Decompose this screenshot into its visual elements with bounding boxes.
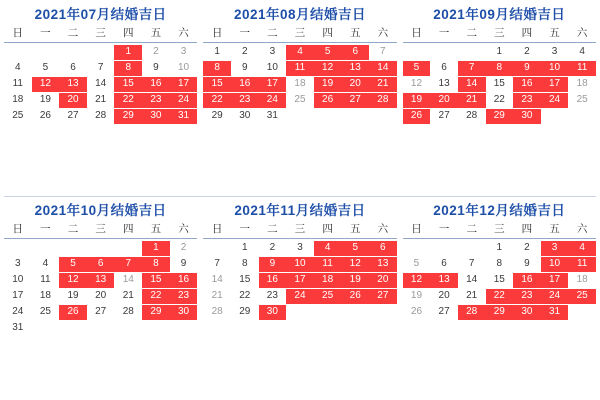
day-cell-lucky: 23: [142, 93, 170, 108]
day-cell-lucky: 6: [369, 241, 397, 256]
day-cell-lucky: 22: [203, 93, 231, 108]
weekday-header: [203, 222, 396, 239]
row-divider: [4, 196, 596, 197]
day-cell: 18: [12, 94, 24, 105]
day-cell-lucky: 22: [142, 289, 170, 304]
day-cell-lucky: 13: [87, 273, 115, 288]
day-cell-lucky: 27: [341, 93, 369, 108]
day-cell-lucky: 13: [369, 257, 397, 272]
day-cell: 28: [211, 306, 223, 317]
day-cell-lucky: 12: [59, 273, 87, 288]
weekday-label: 四: [123, 223, 134, 235]
weekday-label: 三: [95, 27, 106, 39]
day-cell: 7: [380, 46, 386, 57]
day-cell: 29: [211, 110, 223, 121]
day-cell-lucky: 30: [513, 109, 541, 124]
day-cell: 27: [95, 306, 107, 317]
day-cell-lucky: 16: [231, 77, 259, 92]
day-cell: 21: [211, 290, 223, 301]
month-title: 2021年12月结婚吉日: [433, 203, 566, 218]
weekday-label: 四: [322, 27, 333, 39]
day-cell-lucky: 23: [170, 289, 198, 304]
day-cell-lucky: 17: [541, 273, 569, 288]
day-cell: 4: [15, 62, 21, 73]
day-grid: [403, 44, 596, 124]
day-cell: 10: [12, 274, 24, 285]
day-cell: 27: [438, 110, 450, 121]
day-cell-lucky: 28: [458, 305, 486, 320]
day-cell: 14: [211, 274, 223, 285]
weekday-header: [4, 26, 197, 43]
day-cell-lucky: 14: [369, 61, 397, 76]
weekday-label: 日: [211, 223, 223, 235]
day-cell: 6: [70, 62, 76, 73]
weekday-label: 四: [521, 27, 533, 39]
day-cell-lucky: 4: [568, 241, 596, 256]
day-cell: 20: [95, 290, 107, 301]
day-cell-lucky: 26: [59, 305, 87, 320]
day-cell: 3: [269, 46, 276, 57]
day-cell: 22: [493, 94, 505, 105]
day-cell: 21: [122, 290, 134, 301]
day-cell-lucky: 21: [458, 93, 486, 108]
day-cell: 5: [42, 62, 49, 73]
day-cell-lucky: 30: [513, 305, 541, 320]
day-cell-lucky: 5: [341, 241, 369, 256]
weekday-header: [403, 222, 596, 239]
day-cell-lucky: 9: [513, 61, 541, 76]
day-cell: 18: [39, 290, 51, 301]
month-block: [203, 6, 396, 198]
day-cell: 9: [524, 258, 530, 269]
day-cell-lucky: 4: [314, 241, 342, 256]
day-cell-lucky: 8: [203, 61, 231, 76]
weekday-label: 五: [549, 223, 560, 235]
day-cell-lucky: 5: [403, 61, 431, 76]
month-block: [4, 6, 197, 198]
day-cell-lucky: 29: [114, 109, 142, 124]
day-cell: 24: [12, 306, 24, 317]
weekday-label: 二: [466, 27, 477, 39]
day-cell-lucky: 20: [430, 93, 458, 108]
day-cell: 11: [12, 78, 23, 89]
weekday-label: 四: [123, 27, 134, 39]
day-grid: [203, 44, 396, 124]
day-cell: 18: [576, 78, 588, 89]
day-cell-lucky: 8: [486, 61, 514, 76]
day-cell: 25: [576, 94, 588, 105]
day-cell-lucky: 4: [286, 45, 314, 60]
day-cell: 6: [441, 258, 447, 269]
day-cell-lucky: 20: [59, 93, 87, 108]
day-cell-lucky: 26: [341, 289, 369, 304]
day-cell: 3: [180, 46, 187, 57]
day-cell-lucky: 31: [170, 109, 198, 124]
weekday-label: 二: [267, 27, 278, 39]
day-cell: 13: [438, 78, 450, 89]
month-title: 2021年08月结婚吉日: [233, 7, 367, 22]
day-cell-lucky: 10: [541, 61, 569, 76]
weekday-label: 二: [267, 223, 278, 235]
day-cell-lucky: 16: [170, 273, 198, 288]
day-grid: [4, 240, 197, 336]
month-title: 2021年11月结婚吉日: [234, 203, 366, 218]
day-cell: 31: [12, 322, 24, 333]
day-cell-lucky: 17: [170, 77, 198, 92]
day-cell-lucky: 15: [114, 77, 142, 92]
day-cell-lucky: 14: [458, 77, 486, 92]
month-block: [403, 202, 596, 394]
day-cell-lucky: 23: [513, 289, 541, 304]
weekday-label: 五: [349, 27, 361, 39]
weekday-label: 二: [67, 27, 79, 39]
day-cell-lucky: 29: [486, 109, 514, 124]
day-cell: 2: [524, 46, 530, 57]
day-cell: 28: [466, 110, 478, 121]
weekday-label: 二: [466, 223, 477, 235]
weekday-label: 一: [40, 223, 51, 235]
day-cell-lucky: 30: [170, 305, 198, 320]
day-cell-lucky: 17: [286, 273, 314, 288]
day-cell: 21: [95, 94, 107, 105]
day-cell-lucky: 22: [114, 93, 142, 108]
day-cell-lucky: 20: [341, 77, 369, 92]
month-block: [403, 6, 596, 198]
day-cell-lucky: 17: [259, 77, 287, 92]
day-cell: 1: [214, 46, 220, 57]
day-cell-lucky: 10: [541, 257, 569, 272]
day-cell: 1: [496, 46, 503, 57]
day-cell-lucky: 10: [286, 257, 314, 272]
day-cell: 21: [466, 290, 478, 301]
day-grid: [4, 44, 197, 124]
day-cell-lucky: 1: [142, 241, 170, 256]
day-cell: 31: [266, 110, 278, 121]
day-cell: 7: [97, 62, 104, 73]
day-cell: 26: [39, 110, 51, 121]
day-cell: 2: [269, 242, 276, 253]
day-cell-lucky: 7: [458, 61, 486, 76]
day-cell: 23: [266, 290, 278, 301]
day-cell-lucky: 24: [286, 289, 314, 304]
day-cell-lucky: 30: [259, 305, 287, 320]
month-title: 2021年07月结婚吉日: [34, 7, 167, 22]
day-cell: 14: [466, 274, 478, 285]
weekday-label: 三: [494, 27, 505, 39]
day-cell-lucky: 13: [341, 61, 369, 76]
day-cell-lucky: 20: [369, 273, 397, 288]
day-cell: 12: [410, 78, 423, 89]
weekday-header: [203, 26, 396, 43]
day-cell: 29: [239, 306, 251, 317]
day-cell-lucky: 22: [486, 289, 514, 304]
day-cell-lucky: 16: [142, 77, 170, 92]
day-cell-lucky: 9: [259, 257, 287, 272]
day-cell-lucky: 13: [430, 273, 458, 288]
day-cell-lucky: 18: [314, 273, 342, 288]
weekday-label: 一: [239, 223, 250, 235]
day-cell-lucky: 13: [59, 77, 87, 92]
day-cell-lucky: 24: [541, 93, 569, 108]
day-cell-lucky: 26: [314, 93, 342, 108]
day-cell-lucky: 12: [341, 257, 369, 272]
day-cell: 9: [180, 258, 187, 269]
day-cell: 7: [214, 258, 220, 269]
day-cell: 6: [441, 62, 447, 73]
month-block: [203, 202, 396, 394]
day-cell-lucky: 8: [114, 61, 142, 76]
day-cell-lucky: 16: [513, 77, 541, 92]
day-cell-lucky: 11: [286, 61, 314, 76]
weekday-label: 五: [150, 223, 162, 235]
weekday-label: 三: [95, 223, 106, 235]
day-cell-lucky: 31: [541, 305, 569, 320]
day-cell: 17: [12, 290, 24, 301]
weekday-label: 六: [178, 27, 189, 39]
day-cell: 25: [39, 306, 51, 317]
day-cell-lucky: 6: [87, 257, 115, 272]
weekday-label: 一: [239, 27, 250, 39]
day-cell: 10: [266, 62, 278, 73]
weekday-label: 三: [294, 223, 306, 235]
day-cell: 14: [122, 274, 134, 285]
day-cell: 19: [410, 290, 423, 301]
day-cell-lucky: 19: [403, 93, 431, 108]
day-cell: 19: [39, 94, 51, 105]
day-cell: 4: [42, 258, 49, 269]
weekday-label: 日: [12, 27, 24, 39]
weekday-label: 日: [211, 27, 223, 39]
weekday-header: [403, 26, 596, 43]
day-cell-lucky: 27: [369, 289, 397, 304]
day-cell: 8: [241, 258, 248, 269]
weekday-label: 六: [576, 223, 588, 235]
day-cell: 27: [438, 306, 450, 317]
weekday-label: 五: [349, 223, 361, 235]
day-cell: 28: [122, 306, 134, 317]
day-cell-lucky: 3: [541, 241, 569, 256]
day-cell-lucky: 16: [513, 273, 541, 288]
day-cell: 3: [551, 46, 558, 57]
weekday-label: 六: [178, 223, 189, 235]
weekday-label: 一: [438, 223, 450, 235]
day-cell: 5: [413, 258, 420, 269]
day-cell-lucky: 7: [114, 257, 142, 272]
weekday-label: 日: [12, 223, 24, 235]
day-cell-lucky: 6: [341, 45, 369, 60]
month-block: [4, 202, 197, 394]
weekday-label: 六: [377, 223, 389, 235]
day-cell-lucky: 8: [142, 257, 170, 272]
day-cell-lucky: 21: [369, 77, 397, 92]
day-cell-lucky: 5: [314, 45, 342, 60]
day-cell: 2: [241, 46, 248, 57]
day-cell-lucky: 23: [513, 93, 541, 108]
day-cell: 15: [239, 274, 251, 285]
day-cell: 4: [579, 46, 585, 57]
weekday-label: 六: [576, 27, 588, 39]
day-cell-lucky: 19: [314, 77, 342, 92]
month-title: 2021年10月结婚吉日: [34, 203, 167, 218]
day-cell-lucky: 23: [231, 93, 259, 108]
weekday-label: 一: [40, 27, 51, 39]
day-cell: 2: [153, 46, 159, 57]
day-grid: [203, 240, 396, 320]
day-cell-lucky: 17: [541, 77, 569, 92]
day-cell-lucky: 11: [314, 257, 342, 272]
day-cell: 1: [496, 242, 503, 253]
day-cell-lucky: 15: [203, 77, 231, 92]
weekday-label: 三: [294, 27, 306, 39]
day-cell-lucky: 16: [259, 273, 287, 288]
day-cell: 19: [67, 290, 79, 301]
day-cell: 18: [294, 78, 306, 89]
day-cell: 10: [177, 62, 190, 73]
day-cell-lucky: 5: [59, 257, 87, 272]
day-cell: 3: [15, 258, 21, 269]
day-cell-lucky: 24: [541, 289, 569, 304]
day-cell: 25: [294, 94, 306, 105]
day-cell-lucky: 15: [142, 273, 170, 288]
day-cell: 22: [239, 290, 251, 301]
day-cell-lucky: 26: [403, 109, 431, 124]
day-cell-lucky: 30: [142, 109, 170, 124]
day-cell-lucky: 29: [142, 305, 170, 320]
day-cell: 15: [493, 78, 505, 89]
day-cell: 7: [468, 258, 475, 269]
day-cell-lucky: 25: [314, 289, 342, 304]
day-cell-lucky: 24: [259, 93, 287, 108]
day-cell-lucky: 29: [486, 305, 514, 320]
day-cell: 26: [410, 306, 423, 317]
day-cell: 25: [12, 110, 24, 121]
weekday-label: 二: [67, 223, 79, 235]
day-cell: 1: [241, 242, 248, 253]
weekday-label: 六: [377, 27, 389, 39]
day-cell: 18: [576, 274, 588, 285]
month-title: 2021年09月结婚吉日: [433, 7, 566, 22]
weekday-label: 五: [150, 27, 162, 39]
day-cell: 30: [239, 110, 251, 121]
day-cell: 27: [67, 110, 79, 121]
day-cell-lucky: 12: [403, 273, 431, 288]
day-cell: 8: [496, 258, 503, 269]
day-cell: 20: [438, 290, 450, 301]
day-cell: 9: [241, 62, 248, 73]
day-cell: 11: [40, 274, 51, 285]
weekday-label: 三: [494, 223, 505, 235]
weekday-label: 一: [438, 27, 450, 39]
day-cell: 2: [524, 242, 530, 253]
day-cell: 9: [153, 62, 159, 73]
day-cell: 15: [493, 274, 505, 285]
day-cell-lucky: 12: [314, 61, 342, 76]
day-cell-lucky: 28: [369, 93, 397, 108]
day-cell-lucky: 12: [32, 77, 60, 92]
day-cell: 2: [180, 242, 187, 253]
day-cell-lucky: 24: [170, 93, 198, 108]
day-cell-lucky: 25: [568, 289, 596, 304]
weekday-label: 四: [521, 223, 533, 235]
weekday-label: 五: [549, 27, 560, 39]
weekday-label: 日: [411, 27, 422, 39]
calendar-grid: [4, 6, 596, 394]
day-cell-lucky: 1: [114, 45, 142, 60]
weekday-label: 日: [411, 223, 422, 235]
day-grid: [403, 240, 596, 320]
weekday-label: 四: [322, 223, 333, 235]
day-cell: 3: [297, 242, 303, 253]
day-cell-lucky: 11: [568, 61, 596, 76]
day-cell: 28: [95, 110, 107, 121]
day-cell: 14: [95, 78, 107, 89]
weekday-header: [4, 222, 197, 239]
day-cell-lucky: 11: [568, 257, 596, 272]
day-cell-lucky: 19: [341, 273, 369, 288]
